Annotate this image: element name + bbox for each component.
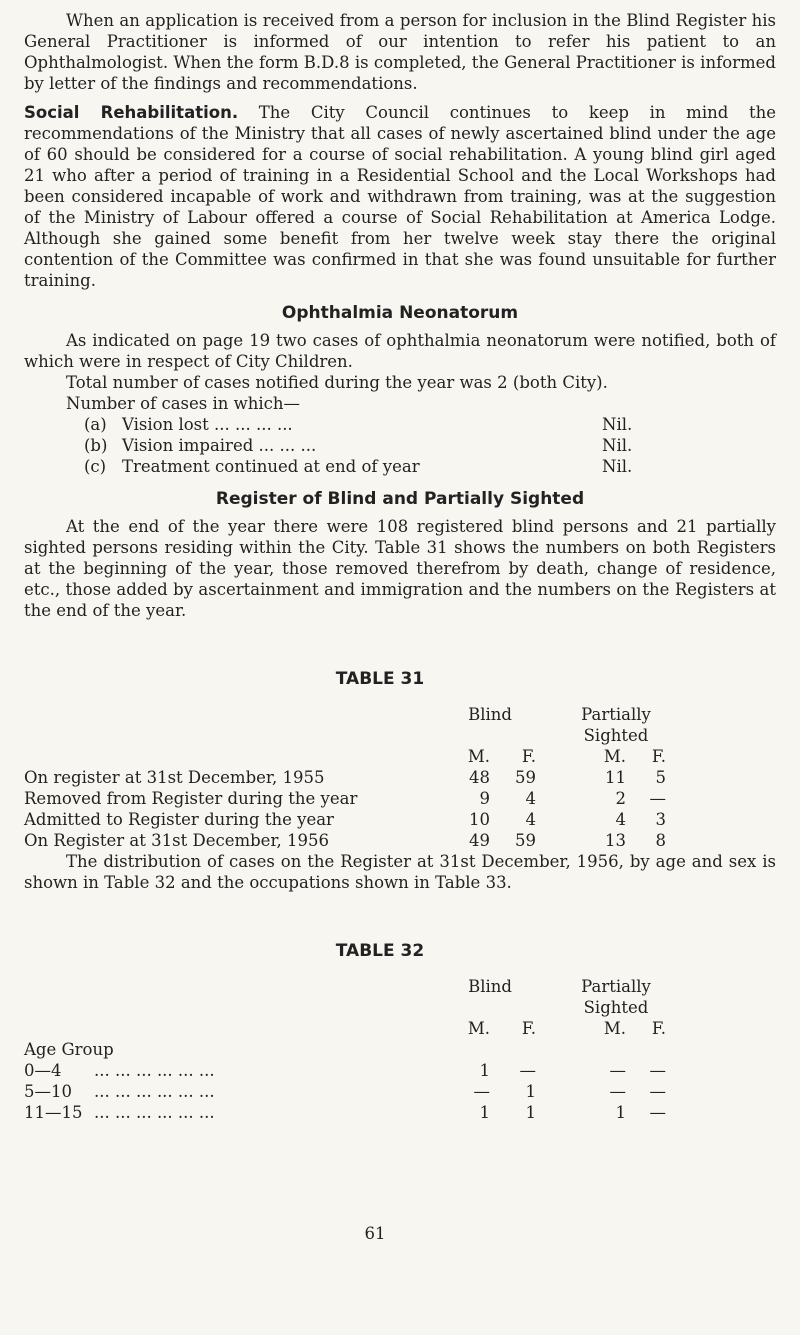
table-31-blind-header: Blind xyxy=(468,705,512,724)
cases-list xyxy=(24,414,776,477)
list-item: (b) Vision impaired ... ... ... Nil. xyxy=(84,436,633,455)
table-32 xyxy=(24,976,666,1123)
intro-paragraph: When an application is received from a person for inclusion in the Blind Register his General Practitioner is informed of our intention to refer his patient to an Ophthalmologist. When the form B.D.8 is completed, the General Practitioner is informed by letter of the findings and recommendations. xyxy=(24,11,776,93)
register-heading: Register of Blind and Partially Sighted xyxy=(215,489,585,509)
table-32-blind-header: Blind xyxy=(468,977,512,996)
social-rehabilitation-heading: Social Rehabilitation. xyxy=(24,103,239,122)
social-rehabilitation-paragraph xyxy=(24,102,776,291)
table-row: On register at 31st December, 1955 48 59 11 5 xyxy=(24,768,666,787)
register-paragraph: At the end of the year there were 108 registered blind persons and 21 partially sighted persons residing within the City. Table 31 shows the numbers on both Registers at the beginning of the year, those removed therefrom by death, change of residence, etc., those added by ascertainment and immigration and the numbers on the Registers at the end of the year. xyxy=(24,517,776,620)
social-rehabilitation-body: The City Council continues to keep in mind the recommendations of the Ministry that all cases of newly ascertained blind under the age of 60 should be considered for a course of social rehabilitation. A young blind girl aged 21 who after a period of training in a Residential School and the Local Workshops had been considered incapable of work and withdrawn from training, was at the suggestion of the Ministry of Labour offered a course of Social Rehabilitation at America Lodge. Although she gained some benefit from her twelve week stay there the original contention of the Committee was confirmed in that she was found unsuitable for further training. xyxy=(24,103,776,290)
table-32-col-f: F. xyxy=(651,1019,666,1038)
document-page xyxy=(24,10,776,1243)
table-31-title: TABLE 31 xyxy=(335,669,425,689)
ophthalmia-paragraph-2: Total number of cases notified during the year was 2 (both City). xyxy=(66,373,608,392)
list-item: (c) Treatment continued at end of year Nil. xyxy=(84,457,633,476)
table-31-partial-header-1: Partially xyxy=(581,705,651,724)
cases-lead: Number of cases in which— xyxy=(66,394,301,413)
table-32-col-m: M. xyxy=(603,1019,626,1038)
table-31-col-m: M. xyxy=(603,747,626,766)
table-31 xyxy=(24,704,666,851)
table-32-partial-header-2: Sighted xyxy=(583,998,649,1017)
table-32-title: TABLE 32 xyxy=(335,941,425,961)
ophthalmia-paragraph-1: As indicated on page 19 two cases of ophthalmia neonatorum were notified, both of which were in respect of City Children. xyxy=(24,331,776,371)
table-31-col-m: M. xyxy=(467,747,490,766)
table-31-partial-header-2: Sighted xyxy=(583,726,649,745)
table-32-col-f: F. xyxy=(521,1019,536,1038)
table-row: On Register at 31st December, 1956 49 59 13 8 xyxy=(24,831,666,850)
table-row: Admitted to Register during the year 10 4 4 3 xyxy=(24,810,666,829)
table-32-col-m: M. xyxy=(467,1019,490,1038)
table-32-row-header: Age Group xyxy=(24,1040,114,1059)
table-row: 0—4 ... ... ... ... ... ... 1 — — — xyxy=(24,1061,666,1080)
table-row: 5—10 ... ... ... ... ... ... — 1 — — xyxy=(24,1082,666,1101)
table-32-partial-header-1: Partially xyxy=(581,977,651,996)
table-row: 11—15 ... ... ... ... ... ... 1 1 1 — xyxy=(24,1103,666,1122)
list-item: (a) Vision lost ... ... ... ... Nil. xyxy=(84,415,633,434)
table-31-col-f: F. xyxy=(521,747,536,766)
table-row: Removed from Register during the year 9 4 2 — xyxy=(24,789,666,808)
table-31-col-f: F. xyxy=(651,747,666,766)
distribution-paragraph: The distribution of cases on the Register at 31st December, 1956, by age and sex is shown in Table 32 and the occupations shown in Table 33. xyxy=(24,852,776,892)
ophthalmia-heading: Ophthalmia Neonatorum xyxy=(281,303,519,323)
page-number: 61 xyxy=(364,1224,386,1243)
